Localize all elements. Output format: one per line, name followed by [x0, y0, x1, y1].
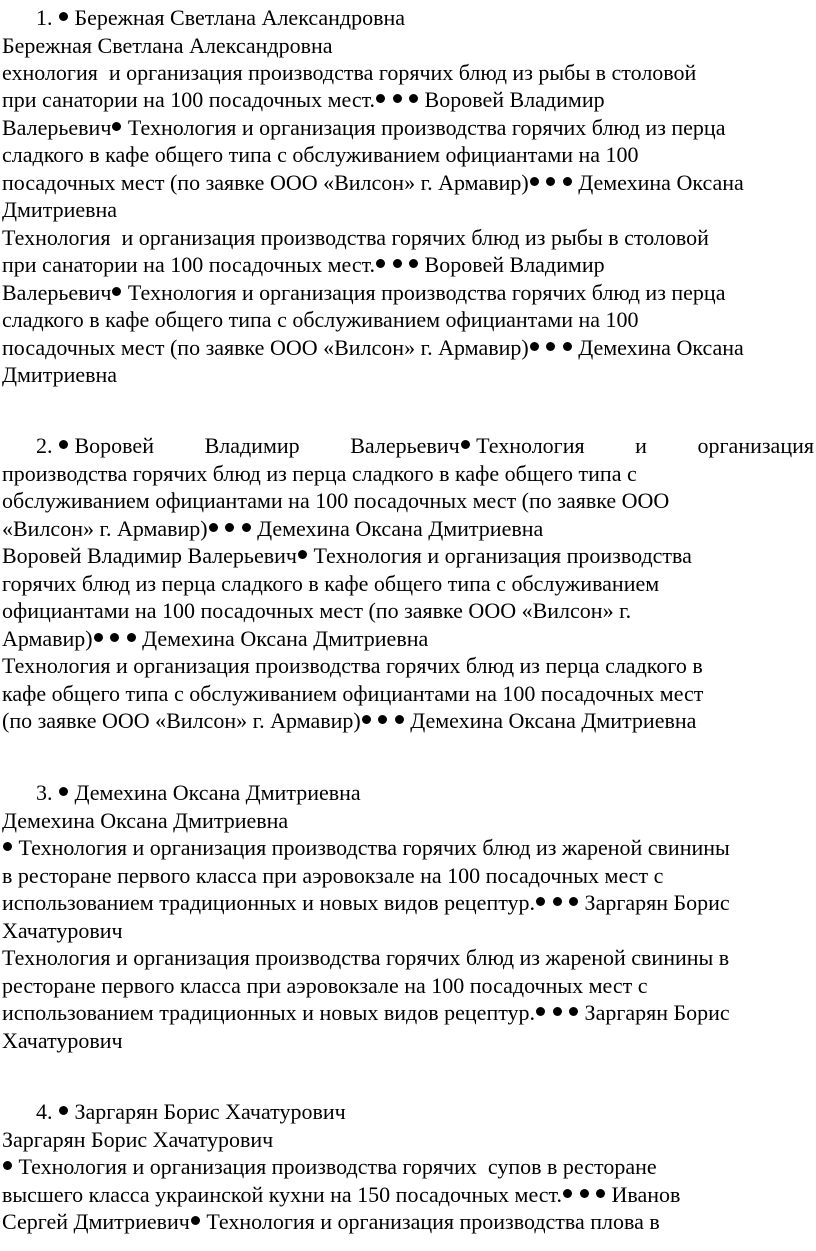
author-name: Бережная Светлана Александровна	[2, 33, 333, 58]
list-number: 4.	[36, 1099, 53, 1124]
bullet-icon	[553, 1007, 562, 1016]
text-segment: Демехина Оксана	[578, 335, 744, 360]
text-segment: Воровей Владимир Валерьевич	[2, 543, 297, 568]
bullet-icon	[225, 523, 234, 532]
text-segment-group	[350, 432, 584, 460]
bullet-icon	[461, 440, 470, 449]
text-line: в ресторане первого класса при аэровокзале на 100 посадочных мест с	[2, 863, 664, 888]
bullet-icon	[530, 177, 539, 186]
bullet-icon	[393, 259, 402, 268]
text-segment: высшего класса украинской кухни на 150 посадочных мест.	[2, 1182, 563, 1207]
text-line: Хачатурович	[2, 1028, 123, 1053]
text-segment: Демехина Оксана	[578, 170, 744, 195]
bullet-icon	[59, 1106, 68, 1115]
text-line	[2, 542, 692, 570]
text-segment: посадочных мест (по заявке ООО «Вилсон» г. Армавир)	[2, 170, 529, 195]
text-line	[2, 999, 730, 1027]
text-segment: Иванов	[611, 1182, 681, 1207]
text-segment: Сергей Дмитриевич	[2, 1209, 190, 1234]
text-line	[2, 1181, 680, 1209]
heading-text: Демехина Оксана Дмитриевна	[74, 780, 361, 805]
text-segment: Технология и организация производства	[313, 543, 692, 568]
list-number: 2.	[36, 433, 53, 458]
bullet-icon	[362, 715, 371, 724]
text-segment: организация	[697, 433, 814, 458]
text-segment: Воровей Владимир	[424, 252, 605, 277]
list-item-heading	[36, 4, 405, 32]
text-segment: Валерьевич	[2, 280, 112, 305]
text-segment: Армавир)	[2, 626, 93, 651]
bullet-icon	[409, 259, 418, 268]
text-line: официантами на 100 посадочных мест (по заявке ООО «Вилсон» г.	[2, 598, 632, 623]
text-line: сладкого в кафе общего типа с обслуживанием официантами на 100	[2, 307, 639, 332]
list-item-heading	[36, 1098, 346, 1126]
text-segment: Заргарян Борис	[584, 890, 730, 915]
bullet-icon	[94, 633, 103, 642]
text-segment: Демехина Оксана Дмитриевна	[142, 626, 429, 651]
text-line	[2, 334, 744, 362]
text-line: кафе общего типа с обслуживанием официантами на 100 посадочных мест	[2, 681, 704, 706]
text-line	[2, 834, 730, 862]
bullet-icon	[110, 633, 119, 642]
text-line	[2, 1153, 657, 1181]
bullet-icon	[536, 897, 545, 906]
list-number: 1.	[36, 5, 53, 30]
text-segment: (по заявке ООО «Вилсон» г. Армавир)	[2, 708, 361, 733]
bullet-icon	[393, 94, 402, 103]
text-line	[2, 889, 730, 917]
bullet-icon	[563, 342, 572, 351]
bullet-icon	[209, 523, 218, 532]
text-segment: «Вилсон» г. Армавир)	[2, 516, 208, 541]
text-segment: Воровей	[74, 433, 154, 458]
text-segment: Валерьевич	[2, 115, 112, 140]
text-line	[2, 169, 744, 197]
bullet-icon	[553, 897, 562, 906]
text-segment: при санатории на 100 посадочных мест.	[2, 252, 376, 277]
text-line: обслуживанием официантами на 100 посадочных мест (по заявке ООО	[2, 488, 670, 513]
author-name: Демехина Оксана Дмитриевна	[2, 808, 289, 833]
bullet-icon	[191, 1216, 200, 1225]
bullet-icon	[530, 342, 539, 351]
bullet-icon	[112, 122, 121, 131]
bullet-icon	[596, 1189, 605, 1198]
bullet-icon	[546, 342, 555, 351]
bullet-icon	[395, 715, 404, 724]
text-line	[2, 625, 428, 653]
bullet-icon	[112, 287, 121, 296]
bullet-icon	[536, 1007, 545, 1016]
text-line	[2, 86, 605, 114]
text-segment: Заргарян Борис	[584, 1000, 730, 1025]
text-line	[2, 1208, 660, 1236]
text-line: Технология и организация производства горячих блюд из жареной свинины в	[2, 945, 730, 970]
text-segment: Воровей Владимир	[424, 87, 605, 112]
text-line: сладкого в кафе общего типа с обслуживанием официантами на 100	[2, 142, 639, 167]
text-segment: Технология и организация производства горячих блюд из жареной свинины	[18, 835, 730, 860]
bullet-icon	[59, 787, 68, 796]
list-item-heading	[2, 432, 814, 460]
text-line: Технология и организация производства горячих блюд из рыбы в столовой	[2, 225, 709, 250]
bullet-icon	[242, 523, 251, 532]
text-segment: Технология и организация производства плова в	[206, 1209, 660, 1234]
text-segment: Владимир	[204, 433, 300, 458]
list-number: 3.	[36, 780, 53, 805]
text-line: ресторане первого класса при аэровокзале на 100 посадочных мест с	[2, 973, 648, 998]
text-segment: Технология и организация производства горячих блюд из перца	[127, 115, 726, 140]
text-line: Дмитриевна	[2, 362, 118, 387]
bullet-icon	[3, 842, 12, 851]
heading-text: Заргарян Борис Хачатурович	[74, 1099, 346, 1124]
bullet-icon	[569, 897, 578, 906]
bullet-icon	[59, 12, 68, 21]
bullet-icon	[546, 177, 555, 186]
text-line: производства горячих блюд из перца сладкого в кафе общего типа с	[2, 461, 637, 486]
bullet-icon	[378, 715, 387, 724]
text-segment: Технология и организация производства горячих супов в ресторане	[18, 1154, 657, 1179]
text-line	[2, 279, 725, 307]
text-line	[2, 707, 696, 735]
bullet-icon	[563, 177, 572, 186]
text-segment: и	[635, 433, 647, 458]
text-segment: использованием традиционных и новых видов рецептур.	[2, 890, 536, 915]
text-segment: Валерьевич	[350, 433, 460, 458]
text-line	[2, 515, 543, 543]
text-line: Технология и организация производства горячих блюд из перца сладкого в	[2, 653, 703, 678]
bullet-icon	[59, 440, 68, 449]
text-line: Хачатурович	[2, 918, 123, 943]
text-segment: Демехина Оксана Дмитриевна	[257, 516, 544, 541]
text-line: горячих блюд из перца сладкого в кафе общего типа с обслуживанием	[2, 571, 660, 596]
text-segment: при санатории на 100 посадочных мест.	[2, 87, 376, 112]
text-segment: Технология и организация производства горячих блюд из перца	[127, 280, 726, 305]
text-segment: Демехина Оксана Дмитриевна	[410, 708, 697, 733]
text-line	[2, 114, 725, 142]
bullet-icon	[298, 550, 307, 559]
bullet-icon	[409, 94, 418, 103]
author-name: Заргарян Борис Хачатурович	[2, 1127, 274, 1152]
heading-text: Бережная Светлана Александровна	[74, 5, 406, 30]
list-number-group	[2, 432, 154, 460]
text-line: Дмитриевна	[2, 197, 118, 222]
text-segment: использованием традиционных и новых видов рецептур.	[2, 1000, 536, 1025]
bullet-icon	[580, 1189, 589, 1198]
text-line: ехнология и организация производства горячих блюд из рыбы в столовой	[2, 60, 697, 85]
bullet-icon	[3, 1161, 12, 1170]
text-segment: Технология	[476, 433, 585, 458]
text-line	[2, 251, 605, 279]
bullet-icon	[569, 1007, 578, 1016]
bullet-icon	[376, 259, 385, 268]
bullet-icon	[127, 633, 136, 642]
bullet-icon	[563, 1189, 572, 1198]
bullet-icon	[376, 94, 385, 103]
list-item-heading	[36, 779, 361, 807]
text-segment: посадочных мест (по заявке ООО «Вилсон» г. Армавир)	[2, 335, 529, 360]
